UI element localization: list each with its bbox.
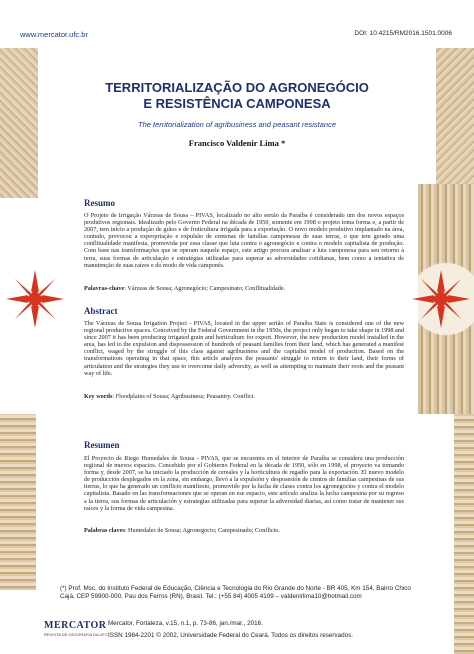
resumen-keywords	[84, 527, 404, 534]
mercator-logo: MERCATOR	[44, 620, 107, 631]
resumo-text: O Projeto de Irrigação Várzeas de Sousa – PIVAS, localizado no alto sertão da Paraíba é considerado um dos novos espaços produtivos regionais. Idealizado pelo Governo Federal na década de 1950, somente em 1998 o projeto toma forma e, a partir de 2007, tem início a produção de grãos e de fruticultura irrigada para a exportação. O novo modelo produtivo implantado na área, contudo, provocou a expropriação e expulsão de centenas de famílias camponesas de suas terras, o que tem gerado uma conflitualidade manifesta, promovida por essa classe que luta contra o agronegócio e contra o modelo capitalista de produção. Com base nas transformações que se operam naquele espaço, este artigo procura analisar a luta camponesa para seu retorno à terra, suas formas de articulação e estratégias utilizadas para superar as adversidades cotidianas, bem como a tentativa de manutenção de suas raízes e do modo de vida camponês.	[84, 212, 404, 269]
abstract-text: The Várzeas de Sousa Irrigation Project - PIVAS, located in the upper sertão of Paraíba State is considered one of the new regional productive spaces. Conceived by the Federal Government in the 1950s, the project only began to take shape in 1998 and since 2007 it has been producing irrigated grain and horticulture for export. However, the new production model installed in the area, has led to the expulsion and dispossession of hundreds of peasant families from their land, which has generated a manifest conflict, waged by the struggle of this class against agribusiness and the capitalist model of production. Based on the transformations operating in that space, this article analyzes the peasants' struggle to return to their land, their forms of articulation and the strategies they use to overcome daily adversity, as well as attempting to maintain their roots and the peasant way of life.	[84, 320, 404, 377]
mercator-logo-subtitle: REVISTA DE GEOGRAFIA DA UFC	[44, 632, 108, 637]
issn-copyright: ISSN 1984-2201 © 2002, Universidade Federal do Ceará. Todos os direitos reservados.	[108, 632, 353, 639]
abstract-heading: Abstract	[84, 306, 118, 316]
resumen-keywords-label: Palabras claves	[84, 527, 125, 534]
footnote-line-2: Cajá, CEP 59900-000, Pau dos Ferros (RN), Brasil. Tel.: (+55 84) 4005 4109 – valdenirlima10@hotmail.com	[60, 593, 362, 600]
sun-ornament-left	[6, 270, 64, 328]
abstract-keywords-label: Key words	[84, 393, 113, 400]
journal-citation: Mercator, Fortaleza, v.15, n.1, p. 73-86, jan./mar., 2016.	[108, 620, 263, 627]
decorative-texture-left	[0, 48, 38, 198]
resumen-heading: Resumen	[84, 440, 120, 450]
title-line-1: TERRITORIALIZAÇÃO DO AGRONEGÓCIO	[105, 80, 369, 95]
decorative-texture-bottom-right	[454, 414, 474, 654]
journal-url-link[interactable]: www.mercator.ufc.br	[20, 30, 88, 39]
page-header	[0, 0, 474, 48]
sun-ornament-right	[412, 270, 470, 328]
decorative-texture-right	[436, 48, 474, 198]
author-footnote	[60, 585, 440, 601]
abstract-keywords-value: : Floodplains of Sousa; Agribusiness; Peasantry. Conflict.	[112, 393, 255, 400]
doi-text: DOI: 10.4215/RM2016.1501.0006	[354, 30, 452, 37]
article-title	[60, 80, 414, 112]
resumo-keywords	[84, 285, 404, 292]
resumo-keywords-label: Palavras-chave	[84, 285, 125, 292]
footnote-line-1: (*) Prof. Msc. do Instituto Federal de Educação, Ciência e Tecnologia do Rio Grande do Norte - BR 405, Km 154, Bairro Chico	[60, 585, 411, 592]
decorative-texture-bottom-left	[0, 414, 36, 590]
resumen-keywords-value: : Humedales de Sousa; Agronegocio; Campesinado; Conflicto.	[124, 527, 280, 534]
author-name: Francisco Valdenir Lima *	[188, 138, 286, 148]
resumen-text: El Proyecto de Riego Humedales de Sousa - PIVAS, que se encuentra en el interior de Paraíba se considera una producción regional de nuevos espacios. Concebido por el Gobierno Federal en la década de 1950, sólo en 1998, el proyecto va tomando forma y, desde 2007, se ha iniciado la producción de cereales y la horticultura de regadío para la exportación. El nuevo modelo de producción desplegados en la zona, sin embargo, llevó a la expulsión y desposesión de cientos de familias campesinas de sus tierras, lo que ha generado un conflicto manifiesto, promovido por la lucha de clases contra los agronegocios y contra el modelo capitalista. Basado en las transformaciones que se operan en ese espacio, este artículo analiza la lucha campesina por su regreso a la tierra, sus formas de articulación y estrategias utilizadas para superar la adversidad diarias, así como tratar de mantener sus raíces y la forma de vida campesina.	[84, 455, 404, 512]
title-line-2: E RESISTÊNCIA CAMPONESA	[143, 96, 331, 111]
abstract-keywords	[84, 393, 404, 400]
resumo-heading: Resumo	[84, 198, 115, 208]
resumo-keywords-value: : Várzeas de Sousa; Agronegócio; Campesinato; Conflitualidade.	[124, 285, 286, 292]
article-subtitle: The territorialization of agribusiness and peasant resistance	[137, 120, 337, 129]
